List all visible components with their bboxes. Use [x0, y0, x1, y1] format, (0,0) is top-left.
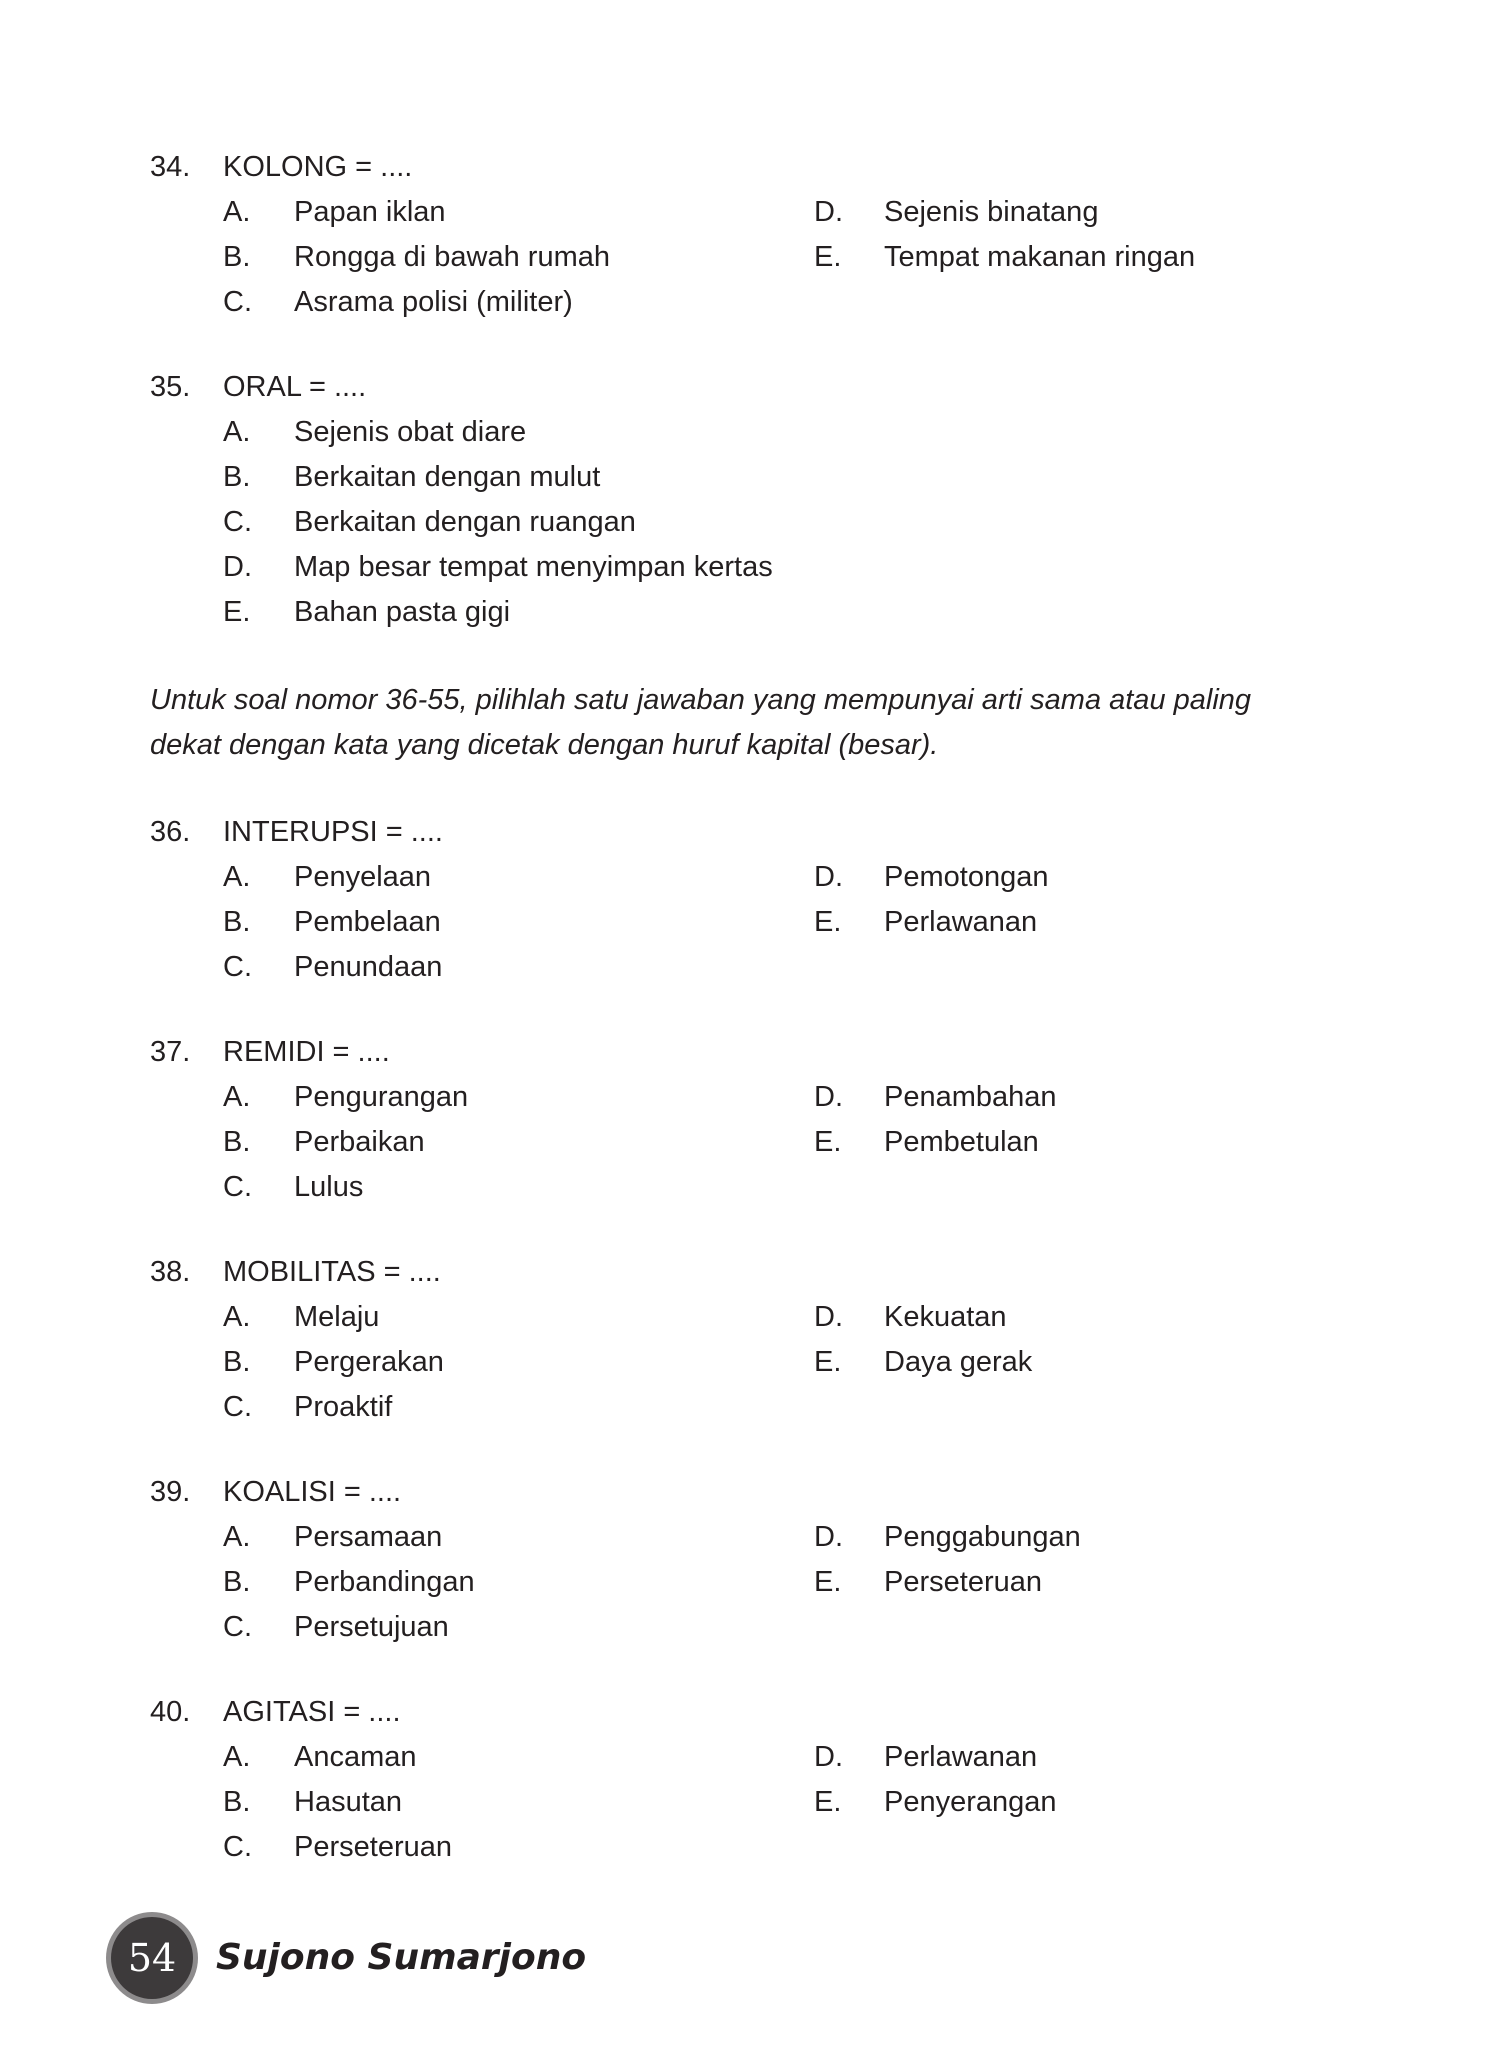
option-row	[0, 235, 1497, 280]
option-letter: D.	[814, 1741, 843, 1773]
option-row	[0, 190, 1497, 235]
option-text: Pengurangan	[294, 1081, 469, 1113]
option-text: Perbaikan	[294, 1126, 425, 1158]
option-row	[0, 500, 1497, 545]
option-text: Perseteruan	[294, 1831, 452, 1863]
instruction-text	[150, 678, 1350, 768]
option-text: Penambahan	[884, 1081, 1057, 1113]
option-row	[0, 1340, 1497, 1385]
option-letter: B.	[223, 1566, 251, 1598]
option-letter: A.	[223, 1521, 251, 1553]
option-letter: A.	[223, 416, 251, 448]
option-row	[0, 1295, 1497, 1340]
option-text: Penundaan	[294, 951, 443, 983]
page-footer	[106, 1912, 706, 2004]
option-text: Perbandingan	[294, 1566, 475, 1598]
option-row	[0, 280, 1497, 325]
page-number-badge	[106, 1912, 198, 2004]
option-text: Sejenis binatang	[884, 196, 1099, 228]
option-row	[0, 410, 1497, 455]
page-number: 54	[111, 1917, 193, 1999]
question-number: 37.	[150, 1036, 191, 1068]
option-text: Berkaitan dengan mulut	[294, 461, 601, 493]
option-letter: C.	[223, 286, 252, 318]
option-letter: E.	[814, 906, 842, 938]
option-text: Lulus	[294, 1171, 364, 1203]
option-letter: B.	[223, 1126, 251, 1158]
option-text: Persetujuan	[294, 1611, 449, 1643]
option-text: Pembetulan	[884, 1126, 1039, 1158]
option-letter: D.	[814, 861, 843, 893]
option-text: Penggabungan	[884, 1521, 1081, 1553]
question-stem: INTERUPSI = ....	[223, 816, 443, 848]
option-letter: B.	[223, 1786, 251, 1818]
option-letter: A.	[223, 861, 251, 893]
option-text: Penyerangan	[884, 1786, 1057, 1818]
option-row	[0, 1515, 1497, 1560]
option-text: Pergerakan	[294, 1346, 444, 1378]
option-text: Rongga di bawah rumah	[294, 241, 610, 273]
option-text: Perseteruan	[884, 1566, 1042, 1598]
option-letter: E.	[814, 1346, 842, 1378]
question-number: 39.	[150, 1476, 191, 1508]
option-row	[0, 1385, 1497, 1430]
question-stem-row	[0, 365, 1497, 410]
question-stem-row	[0, 1470, 1497, 1515]
option-letter: D.	[814, 196, 843, 228]
question-number: 35.	[150, 371, 191, 403]
question-34	[0, 145, 1497, 325]
question-number: 34.	[150, 151, 191, 183]
question-stem: REMIDI = ....	[223, 1036, 390, 1068]
option-row	[0, 455, 1497, 500]
question-number: 40.	[150, 1696, 191, 1728]
option-text: Papan iklan	[294, 196, 446, 228]
option-letter: A.	[223, 1741, 251, 1773]
option-letter: B.	[223, 906, 251, 938]
option-text: Sejenis obat diare	[294, 416, 527, 448]
option-letter: C.	[223, 1831, 252, 1863]
option-letter: E.	[814, 1786, 842, 1818]
instruction-line: Untuk soal nomor 36-55, pilihlah satu jawaban yang mempunyai arti sama atau paling	[150, 684, 1252, 716]
question-36	[0, 810, 1497, 990]
question-stem-row	[0, 810, 1497, 855]
option-letter: C.	[223, 951, 252, 983]
option-letter: B.	[223, 241, 251, 273]
option-letter: D.	[814, 1521, 843, 1553]
question-stem-row	[0, 1690, 1497, 1735]
option-row	[0, 1560, 1497, 1605]
option-row	[0, 1780, 1497, 1825]
option-text: Tempat makanan ringan	[884, 241, 1196, 273]
option-row	[0, 945, 1497, 990]
option-text: Persamaan	[294, 1521, 443, 1553]
option-letter: D.	[814, 1081, 843, 1113]
option-row	[0, 1075, 1497, 1120]
question-39	[0, 1470, 1497, 1650]
option-text: Hasutan	[294, 1786, 403, 1818]
option-letter: A.	[223, 196, 251, 228]
option-row	[0, 1120, 1497, 1165]
question-stem: MOBILITAS = ....	[223, 1256, 441, 1288]
option-text: Bahan pasta gigi	[294, 596, 511, 628]
option-letter: D.	[814, 1301, 843, 1333]
option-row	[0, 1735, 1497, 1780]
option-letter: E.	[814, 241, 842, 273]
option-letter: A.	[223, 1081, 251, 1113]
option-letter: C.	[223, 1391, 252, 1423]
option-letter: D.	[223, 551, 252, 583]
question-stem: AGITASI = ....	[223, 1696, 401, 1728]
option-letter: B.	[223, 461, 251, 493]
option-row	[0, 1825, 1497, 1870]
question-40	[0, 1690, 1497, 1870]
option-letter: B.	[223, 1346, 251, 1378]
author-name: Sujono Sumarjono	[216, 1937, 587, 1978]
option-text: Penyelaan	[294, 861, 432, 893]
option-letter: C.	[223, 1171, 252, 1203]
option-row	[0, 1605, 1497, 1650]
question-35	[0, 365, 1497, 635]
option-row	[0, 1165, 1497, 1210]
option-row	[0, 590, 1497, 635]
option-text: Perlawanan	[884, 906, 1038, 938]
option-row	[0, 855, 1497, 900]
option-text: Pemotongan	[884, 861, 1049, 893]
option-text: Daya gerak	[884, 1346, 1033, 1378]
option-letter: C.	[223, 506, 252, 538]
option-letter: C.	[223, 1611, 252, 1643]
option-text: Ancaman	[294, 1741, 417, 1773]
option-letter: E.	[814, 1126, 842, 1158]
option-text: Pembelaan	[294, 906, 441, 938]
option-row	[0, 900, 1497, 945]
option-text: Proaktif	[294, 1391, 393, 1423]
option-row	[0, 545, 1497, 590]
question-stem: KOLONG = ....	[223, 151, 413, 183]
option-text: Kekuatan	[884, 1301, 1007, 1333]
option-letter: A.	[223, 1301, 251, 1333]
question-number: 36.	[150, 816, 191, 848]
question-stem: KOALISI = ....	[223, 1476, 402, 1508]
option-letter: E.	[223, 596, 251, 628]
option-text: Berkaitan dengan ruangan	[294, 506, 636, 538]
instruction-line: dekat dengan kata yang dicetak dengan huruf kapital (besar).	[150, 729, 939, 761]
option-text: Melaju	[294, 1301, 380, 1333]
option-letter: E.	[814, 1566, 842, 1598]
question-38	[0, 1250, 1497, 1430]
question-37	[0, 1030, 1497, 1210]
question-stem: ORAL = ....	[223, 371, 367, 403]
option-text: Asrama polisi (militer)	[294, 286, 573, 318]
question-number: 38.	[150, 1256, 191, 1288]
question-stem-row	[0, 1250, 1497, 1295]
question-stem-row	[0, 1030, 1497, 1075]
option-text: Perlawanan	[884, 1741, 1038, 1773]
question-stem-row	[0, 145, 1497, 190]
option-text: Map besar tempat menyimpan kertas	[294, 551, 773, 583]
